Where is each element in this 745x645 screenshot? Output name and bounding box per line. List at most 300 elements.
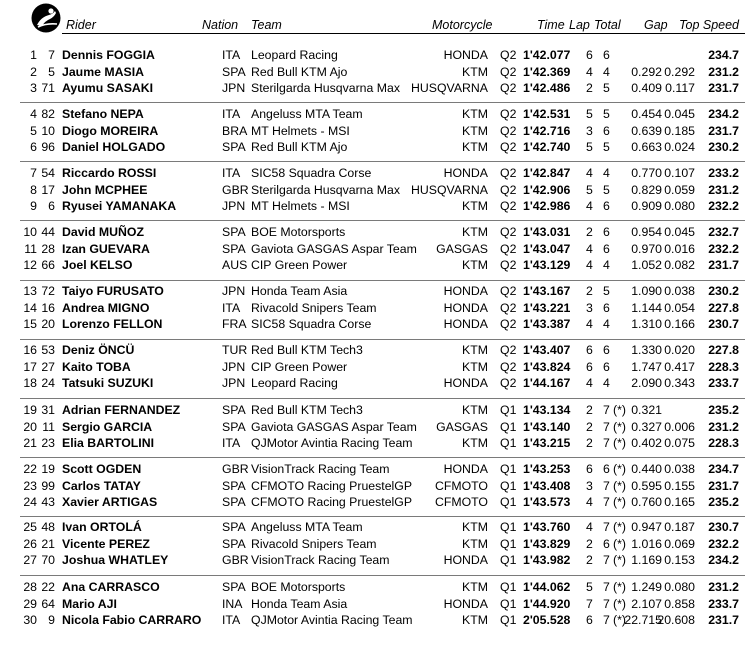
position: 28 [23, 580, 37, 594]
lap-time: 1'43.829 [523, 536, 571, 551]
total-laps: 4 [603, 64, 610, 79]
rider-name: Daniel HOLGADO [62, 140, 166, 155]
table-header [0, 0, 745, 34]
table-row [0, 198, 745, 215]
position: 6 [30, 140, 37, 155]
total-laps: 7 [603, 520, 610, 534]
team-name: QJMotor Avintia Racing Team [251, 613, 413, 628]
team-name: Red Bull KTM Tech3 [251, 343, 363, 357]
table-row [0, 342, 745, 359]
team-name: Leopard Racing [251, 376, 338, 391]
lap-time: 1'43.824 [523, 359, 571, 374]
position: 25 [23, 520, 37, 534]
lap-time: 1'43.408 [523, 478, 571, 493]
rider-name: Kaito TOBA [62, 359, 131, 374]
total-laps: 7 [603, 419, 610, 434]
nation: ITA [222, 107, 241, 121]
session: Q1 [500, 462, 517, 476]
gap-to-first: 0.321 [631, 403, 662, 417]
rider-name: Ana CARRASCO [62, 580, 160, 594]
motorcycle: KTM [462, 140, 488, 155]
position: 27 [23, 553, 37, 568]
top-speed: 234.7 [708, 48, 739, 62]
rider-name: Ivan ORTOLÁ [62, 520, 142, 534]
rider-name: Stefano NEPA [62, 107, 144, 121]
rider-number: 43 [41, 495, 55, 510]
gap-to-previous: 0.080 [664, 199, 695, 214]
top-speed: 231.2 [708, 182, 739, 197]
motorcycle: HONDA [443, 284, 488, 298]
total-laps: 7 [603, 403, 610, 417]
lap-time: 1'43.407 [523, 343, 571, 357]
lap-time: 1'43.129 [523, 258, 571, 273]
position: 24 [23, 495, 37, 510]
q1-marker: (*) [613, 419, 626, 434]
session: Q2 [500, 199, 517, 214]
lap-time: 1'43.167 [523, 284, 571, 298]
top-speed: 232.2 [708, 241, 739, 256]
motorcycle: HONDA [443, 300, 488, 315]
session: Q1 [500, 553, 517, 568]
session: Q1 [500, 520, 517, 534]
lap-time: 1'43.047 [523, 241, 571, 256]
rider-number: 6 [48, 199, 55, 214]
session: Q1 [500, 419, 517, 434]
position: 12 [23, 258, 37, 273]
motorcycle: KTM [462, 403, 488, 417]
gap-to-first: 0.970 [631, 241, 662, 256]
nation: TUR [222, 343, 248, 357]
nation: SPA [222, 419, 246, 434]
rider-number: 11 [42, 419, 55, 434]
total-laps: 5 [603, 284, 610, 298]
gap-to-previous: 20.608 [657, 613, 695, 628]
table-row [0, 123, 745, 140]
session: Q2 [500, 241, 517, 256]
team-name: Honda Team Asia [251, 596, 348, 611]
position: 10 [23, 225, 37, 239]
q1-marker: (*) [613, 436, 626, 451]
session: Q1 [500, 478, 517, 493]
group-divider [20, 398, 745, 399]
table-row [0, 435, 745, 452]
position: 30 [23, 613, 37, 628]
rider-number: 22 [41, 580, 55, 594]
gap-to-first: 0.909 [631, 199, 662, 214]
total-laps: 7 [603, 478, 610, 493]
table-row [0, 494, 745, 511]
top-speed: 234.2 [708, 107, 739, 121]
rider-name: Lorenzo FELLON [62, 317, 163, 332]
rider-name: Vicente PEREZ [62, 536, 150, 551]
total-laps: 7 [603, 495, 610, 510]
table-row [0, 375, 745, 392]
team-name: Honda Team Asia [251, 284, 348, 298]
top-speed: 235.2 [708, 495, 739, 510]
gap-to-first: 1.249 [631, 580, 662, 594]
session: Q1 [500, 580, 517, 594]
rider-number: 70 [41, 553, 55, 568]
session: Q2 [500, 359, 517, 374]
team-name: CIP Green Power [251, 359, 348, 374]
motorcycle: HONDA [443, 596, 488, 611]
position: 17 [23, 359, 37, 374]
motorcycle-column-header: Motorcycle [432, 18, 493, 32]
nation: BRA [222, 123, 248, 138]
rider-name: Adrian FERNANDEZ [62, 403, 181, 417]
top-speed: 232.2 [708, 536, 739, 551]
gap-to-previous: 0.858 [664, 596, 695, 611]
top-speed: 233.7 [708, 376, 739, 391]
table-row [0, 612, 745, 629]
q1-marker: (*) [613, 403, 626, 417]
gap-to-previous: 0.038 [664, 462, 695, 476]
table-row [0, 283, 745, 300]
total-laps: 4 [603, 166, 610, 180]
gap-to-first: 0.947 [631, 520, 662, 534]
nation: INA [222, 596, 243, 611]
gap-to-previous: 0.059 [664, 182, 695, 197]
top-speed: 233.2 [708, 166, 739, 180]
gap-to-previous: 0.292 [664, 64, 695, 79]
total-laps: 4 [603, 317, 610, 332]
total-laps: 7 [603, 596, 610, 611]
session: Q2 [500, 284, 517, 298]
motorcycle: KTM [462, 258, 488, 273]
nation: SPA [222, 140, 246, 155]
top-speed: 231.2 [708, 419, 739, 434]
best-lap: 6 [586, 613, 593, 628]
position: 3 [30, 81, 37, 96]
session: Q1 [500, 436, 517, 451]
rider-number: 10 [41, 123, 55, 138]
total-laps: 6 [603, 359, 610, 374]
table-row [0, 64, 745, 81]
gap-to-first: 1.310 [631, 317, 662, 332]
position: 5 [30, 123, 37, 138]
top-speed: 230.2 [708, 140, 739, 155]
session: Q1 [500, 495, 517, 510]
session: Q2 [500, 140, 517, 155]
nation: GBR [222, 553, 249, 568]
group-divider [20, 457, 745, 458]
rider-number: 21 [41, 536, 55, 551]
team-name: Leopard Racing [251, 48, 338, 62]
motorcycle: GASGAS [436, 419, 488, 434]
lap-time: 1'42.847 [523, 166, 571, 180]
rider-number: 66 [41, 258, 55, 273]
rider-number: 23 [41, 436, 55, 451]
top-speed: 235.2 [708, 403, 739, 417]
q1-marker: (*) [613, 613, 626, 628]
lap-time: 1'44.167 [523, 376, 571, 391]
session: Q2 [500, 258, 517, 273]
team-name: Sterilgarda Husqvarna Max [251, 81, 400, 96]
lap-time: 2'05.528 [523, 613, 571, 628]
best-lap: 7 [586, 596, 593, 611]
session: Q1 [500, 403, 517, 417]
lap-time: 1'43.134 [523, 403, 571, 417]
team-name: BOE Motorsports [251, 580, 346, 594]
lap-time: 1'42.486 [523, 81, 571, 96]
total-laps: 5 [603, 107, 610, 121]
group-divider [20, 516, 745, 517]
rider-name: Deniz ÖNCÜ [62, 343, 135, 357]
gap-to-previous: 0.038 [664, 284, 695, 298]
nation-column-header: Nation [202, 18, 239, 32]
team-column-header: Team [251, 18, 282, 32]
gap-to-previous: 0.006 [664, 419, 695, 434]
best-lap: 3 [586, 300, 593, 315]
best-lap: 3 [586, 123, 593, 138]
lap-time: 1'43.215 [523, 436, 571, 451]
rider-number: 48 [41, 520, 55, 534]
team-name: Red Bull KTM Tech3 [251, 403, 363, 417]
team-name: MT Helmets - MSI [251, 123, 350, 138]
top-speed: 230.7 [708, 520, 739, 534]
gap-to-previous: 0.107 [664, 166, 695, 180]
rider-number: 5 [48, 64, 55, 79]
lap-time: 1'42.906 [523, 182, 571, 197]
gap-to-first: 0.760 [631, 495, 662, 510]
nation: GBR [222, 182, 249, 197]
rider-name: Joel KELSO [62, 258, 133, 273]
position: 1 [30, 48, 37, 62]
gap-to-first: 1.747 [631, 359, 662, 374]
top-speed: 231.7 [708, 123, 739, 138]
position: 22 [23, 462, 37, 476]
nation: SPA [222, 478, 246, 493]
rider-name: Carlos TATAY [62, 478, 141, 493]
gap-to-first: 1.016 [631, 536, 662, 551]
table-row [0, 419, 745, 436]
rider-number: 7 [48, 48, 55, 62]
session: Q2 [500, 225, 517, 239]
q1-marker: (*) [613, 520, 626, 534]
session: Q2 [500, 64, 517, 79]
total-laps: 6 [603, 48, 610, 62]
motorcycle: KTM [462, 64, 488, 79]
total-laps: 4 [603, 258, 610, 273]
nation: SPA [222, 64, 246, 79]
session: Q2 [500, 376, 517, 391]
motorcycle: HONDA [443, 462, 488, 476]
nation: JPN [222, 199, 246, 214]
position: 15 [23, 317, 37, 332]
rider-name: Ayumu SASAKI [62, 81, 154, 96]
total-laps: 7 [603, 436, 610, 451]
team-name: SIC58 Squadra Corse [251, 166, 372, 180]
position: 11 [24, 241, 37, 256]
team-name: VisionTrack Racing Team [251, 553, 390, 568]
nation: JPN [222, 81, 246, 96]
team-name: Gaviota GASGAS Aspar Team [251, 419, 417, 434]
motorcycle: HONDA [443, 376, 488, 391]
best-lap: 4 [586, 376, 593, 391]
total-laps: 6 [603, 123, 610, 138]
lap-time: 1'42.369 [523, 64, 571, 79]
table-row [0, 257, 745, 274]
session: Q2 [500, 81, 517, 96]
motorcycle: KTM [462, 359, 488, 374]
table-row [0, 478, 745, 495]
motorcycle: HONDA [443, 317, 488, 332]
session: Q1 [500, 596, 517, 611]
nation: ITA [222, 613, 241, 628]
best-lap: 6 [586, 462, 593, 476]
gap-to-first: 2.090 [631, 376, 662, 391]
motorcycle: KTM [462, 613, 488, 628]
table-row [0, 165, 745, 182]
table-row [0, 80, 745, 97]
gap-to-previous: 0.187 [664, 520, 695, 534]
lap-column-header: Lap [569, 18, 590, 32]
group-divider [20, 220, 745, 221]
best-lap: 5 [586, 182, 593, 197]
rider-name: Scott OGDEN [62, 462, 142, 476]
nation: JPN [222, 359, 246, 374]
gap-to-first: 1.052 [631, 258, 662, 273]
nation: FRA [222, 317, 247, 332]
best-lap: 5 [586, 107, 593, 121]
lap-time: 1'42.716 [523, 123, 571, 138]
best-lap: 2 [586, 419, 593, 434]
group-divider [20, 575, 745, 576]
group-divider [20, 280, 745, 281]
gap-to-previous: 0.166 [664, 317, 695, 332]
gap-to-previous: 0.082 [664, 258, 695, 273]
lap-time: 1'43.982 [523, 553, 571, 568]
rider-number: 20 [41, 317, 55, 332]
table-row [0, 461, 745, 478]
rider-name: Diogo MOREIRA [62, 123, 159, 138]
nation: SPA [222, 403, 246, 417]
best-lap: 4 [586, 520, 593, 534]
motorcycle: HONDA [443, 48, 488, 62]
motorcycle: HUSQVARNA [411, 81, 488, 96]
table-row [0, 359, 745, 376]
gap-to-first: 0.595 [631, 478, 662, 493]
rider-name: Ryusei YAMANAKA [62, 199, 177, 214]
best-lap: 6 [586, 343, 593, 357]
q1-marker: (*) [613, 536, 626, 551]
nation: JPN [222, 376, 246, 391]
rider-number: 19 [41, 462, 55, 476]
rider-name: John MCPHEE [62, 182, 148, 197]
team-name: Red Bull KTM Ajo [251, 140, 348, 155]
best-lap: 3 [586, 478, 593, 493]
best-lap: 2 [586, 436, 593, 451]
position: 7 [30, 166, 37, 180]
rider-number: 54 [41, 166, 55, 180]
best-lap: 4 [586, 64, 593, 79]
lap-time: 1'42.531 [523, 107, 571, 121]
total-laps: 6 [603, 343, 610, 357]
total-laps: 5 [603, 140, 610, 155]
best-lap: 2 [586, 553, 593, 568]
table-row [0, 224, 745, 241]
motorcycle: HUSQVARNA [411, 182, 488, 197]
session: Q2 [500, 343, 517, 357]
team-name: VisionTrack Racing Team [251, 462, 390, 476]
gap-to-first: 0.402 [631, 436, 662, 451]
top-speed: 234.2 [708, 553, 739, 568]
q1-marker: (*) [613, 553, 626, 568]
motorcycle: KTM [462, 520, 488, 534]
rider-number: 71 [41, 81, 55, 96]
total-laps: 6 [603, 536, 610, 551]
q1-marker: (*) [613, 478, 626, 493]
session: Q2 [500, 48, 517, 62]
top-speed: 228.3 [708, 436, 739, 451]
gap-to-first: 1.169 [631, 553, 662, 568]
motorcycle: KTM [462, 107, 488, 121]
best-lap: 4 [586, 258, 593, 273]
rider-name: Mario AJI [62, 596, 117, 611]
position: 2 [30, 64, 37, 79]
best-lap: 2 [586, 284, 593, 298]
rider-name: Xavier ARTIGAS [62, 495, 158, 510]
position: 13 [23, 284, 37, 298]
nation: ITA [222, 166, 241, 180]
table-row [0, 579, 745, 596]
lap-time: 1'42.986 [523, 199, 571, 214]
position: 16 [23, 343, 37, 357]
rider-name: Joshua WHATLEY [62, 553, 169, 568]
motorcycle: KTM [462, 199, 488, 214]
best-lap: 4 [586, 495, 593, 510]
table-row [0, 47, 745, 64]
top-speed: 232.7 [708, 225, 739, 239]
position: 21 [23, 436, 37, 451]
rider-name: Riccardo ROSSI [62, 166, 157, 180]
gap-to-previous: 0.075 [664, 436, 695, 451]
total-laps: 7 [603, 613, 610, 628]
best-lap: 4 [586, 317, 593, 332]
gap-to-previous: 0.343 [664, 376, 695, 391]
gap-to-first: 0.954 [631, 225, 662, 239]
gap-to-previous: 0.185 [664, 123, 695, 138]
rider-number: 44 [41, 225, 55, 239]
top-speed: 231.7 [708, 478, 739, 493]
nation: SPA [222, 225, 246, 239]
team-name: Angeluss MTA Team [251, 520, 363, 534]
total-laps: 6 [603, 462, 610, 476]
lap-time: 1'43.140 [523, 419, 571, 434]
table-row [0, 300, 745, 317]
position: 23 [23, 478, 37, 493]
gap-to-previous: 0.069 [664, 536, 695, 551]
rider-number: 64 [41, 596, 55, 611]
nation: SPA [222, 241, 246, 256]
team-name: Gaviota GASGAS Aspar Team [251, 241, 417, 256]
position: 19 [23, 403, 37, 417]
motorcycle: KTM [462, 580, 488, 594]
top-speed: 227.8 [708, 300, 739, 315]
top-speed: 231.7 [708, 258, 739, 273]
nation: SPA [222, 536, 246, 551]
rider-name: Nicola Fabio CARRARO [62, 613, 202, 628]
gap-to-first: 1.144 [631, 300, 662, 315]
q1-marker: (*) [613, 596, 626, 611]
lap-time: 1'43.221 [523, 300, 571, 315]
lap-time: 1'44.920 [523, 596, 571, 611]
total-laps: 6 [603, 225, 610, 239]
gap-to-first: 2.107 [631, 596, 662, 611]
team-name: MT Helmets - MSI [251, 199, 350, 214]
rider-number: 16 [41, 300, 55, 315]
gap-to-first: 0.409 [631, 81, 662, 96]
